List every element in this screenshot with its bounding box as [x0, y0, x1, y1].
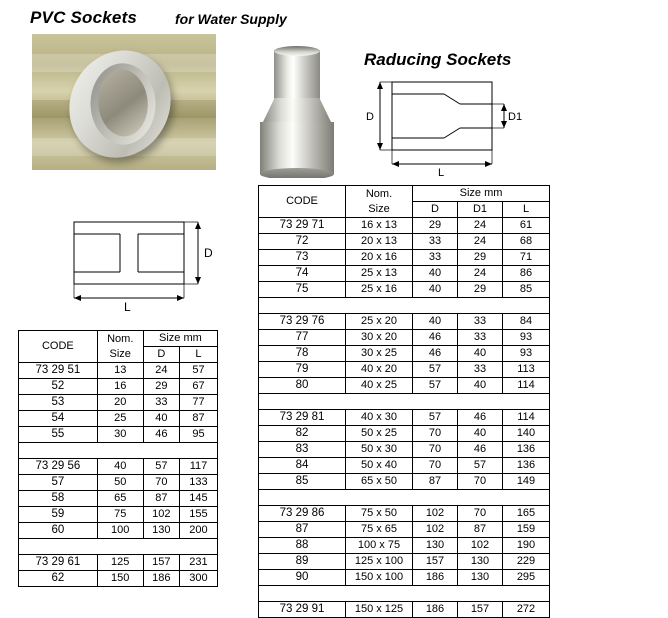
- cell-code: 73 29 86: [259, 506, 346, 522]
- cell-code: 88: [259, 538, 346, 554]
- cell-d: 29: [143, 379, 179, 395]
- cell-d1: 29: [458, 282, 503, 298]
- cell-d1: 33: [458, 314, 503, 330]
- reducing-socket-top-rim: [274, 46, 320, 56]
- cell-d: 70: [143, 475, 179, 491]
- pvc-sockets-table: [18, 330, 218, 587]
- cell-nom: 100 x 75: [346, 538, 413, 554]
- cell-nom: 75: [97, 507, 143, 523]
- header-nominal-size: [97, 331, 143, 363]
- dimension-label-l: L: [124, 300, 131, 312]
- table-group-separator: [19, 443, 218, 459]
- dimension-label-d: D: [366, 111, 374, 123]
- cell-d: 102: [413, 522, 458, 538]
- cell-l: 61: [503, 218, 550, 234]
- cell-nom: 75 x 50: [346, 506, 413, 522]
- cell-code: 87: [259, 522, 346, 538]
- table-row: [259, 538, 550, 554]
- cell-d1: 87: [458, 522, 503, 538]
- cell-nom: 30 x 25: [346, 346, 413, 362]
- table-row: [19, 379, 218, 395]
- cell-d1: 24: [458, 234, 503, 250]
- table-row: [19, 507, 218, 523]
- cell-code: 55: [19, 427, 98, 443]
- cell-d1: 29: [458, 250, 503, 266]
- cell-d: 46: [143, 427, 179, 443]
- table-row: [19, 427, 218, 443]
- cell-d: 186: [413, 602, 458, 618]
- cell-code: 84: [259, 458, 346, 474]
- cell-code: 59: [19, 507, 98, 523]
- table-row: [259, 362, 550, 378]
- cell-d: 40: [143, 411, 179, 427]
- cell-d: 40: [413, 266, 458, 282]
- cell-d: 24: [143, 363, 179, 379]
- cell-code: 73 29 81: [259, 410, 346, 426]
- table-row: [259, 442, 550, 458]
- page-subtitle: for Water Supply: [175, 11, 287, 27]
- table-row: [259, 522, 550, 538]
- cell-nom: 50 x 30: [346, 442, 413, 458]
- table-row: [259, 474, 550, 490]
- header-code: CODE: [259, 186, 346, 218]
- header-nominal-size-line2: Size: [368, 202, 390, 215]
- cell-l: 136: [503, 442, 550, 458]
- cell-d1: 46: [458, 442, 503, 458]
- cell-code: 73: [259, 250, 346, 266]
- cell-nom: 40 x 25: [346, 378, 413, 394]
- cell-nom: 50 x 40: [346, 458, 413, 474]
- table-row: [19, 411, 218, 427]
- cell-d1: 40: [458, 378, 503, 394]
- cell-nom: 20 x 16: [346, 250, 413, 266]
- table-group-separator-cell: [19, 539, 218, 555]
- header-d: D: [143, 347, 179, 363]
- cell-l: 84: [503, 314, 550, 330]
- cell-d: 57: [413, 410, 458, 426]
- cell-l: 86: [503, 266, 550, 282]
- cell-l: 200: [179, 523, 217, 539]
- cell-l: 113: [503, 362, 550, 378]
- cell-d: 102: [143, 507, 179, 523]
- table-row: [259, 266, 550, 282]
- cell-code: 73 29 71: [259, 218, 346, 234]
- cell-d1: 130: [458, 570, 503, 586]
- cell-d: 70: [413, 458, 458, 474]
- table-row: [259, 570, 550, 586]
- cell-code: 57: [19, 475, 98, 491]
- cell-l: 190: [503, 538, 550, 554]
- table-row: [19, 555, 218, 571]
- cell-l: 300: [179, 571, 217, 587]
- table-group-separator-cell: [259, 298, 550, 314]
- cell-code: 58: [19, 491, 98, 507]
- cell-code: 54: [19, 411, 98, 427]
- cell-nom: 100: [97, 523, 143, 539]
- cell-d: 29: [413, 218, 458, 234]
- table-row: [259, 506, 550, 522]
- header-d: D: [413, 202, 458, 218]
- cell-d: 33: [413, 234, 458, 250]
- cell-l: 57: [179, 363, 217, 379]
- cell-code: 83: [259, 442, 346, 458]
- cell-nom: 150: [97, 571, 143, 587]
- table-row: [19, 491, 218, 507]
- cell-l: 87: [179, 411, 217, 427]
- table-group-separator-cell: [19, 443, 218, 459]
- header-code: CODE: [19, 331, 98, 363]
- cell-nom: 16: [97, 379, 143, 395]
- table-group-separator-cell: [259, 490, 550, 506]
- header-l: L: [179, 347, 217, 363]
- cell-d1: 33: [458, 330, 503, 346]
- cell-d: 87: [143, 491, 179, 507]
- cell-l: 67: [179, 379, 217, 395]
- table-row: [259, 314, 550, 330]
- cell-nom: 125 x 100: [346, 554, 413, 570]
- cell-d1: 46: [458, 410, 503, 426]
- cell-d: 186: [143, 571, 179, 587]
- cell-l: 155: [179, 507, 217, 523]
- table-row: [19, 475, 218, 491]
- cell-l: 85: [503, 282, 550, 298]
- cell-l: 159: [503, 522, 550, 538]
- cell-d1: 57: [458, 458, 503, 474]
- cell-d: 46: [413, 346, 458, 362]
- table-row: [259, 250, 550, 266]
- cell-nom: 150 x 125: [346, 602, 413, 618]
- cell-code: 53: [19, 395, 98, 411]
- cell-d: 157: [413, 554, 458, 570]
- table-group-separator: [259, 586, 550, 602]
- cell-d1: 24: [458, 218, 503, 234]
- cell-nom: 13: [97, 363, 143, 379]
- cell-nom: 65: [97, 491, 143, 507]
- cell-code: 73 29 91: [259, 602, 346, 618]
- cell-code: 74: [259, 266, 346, 282]
- cell-d: 33: [413, 250, 458, 266]
- cell-d: 130: [143, 523, 179, 539]
- cell-code: 85: [259, 474, 346, 490]
- cell-nom: 30 x 20: [346, 330, 413, 346]
- cell-code: 90: [259, 570, 346, 586]
- cell-code: 73 29 61: [19, 555, 98, 571]
- cell-d1: 102: [458, 538, 503, 554]
- table-row: [259, 458, 550, 474]
- cell-l: 117: [179, 459, 217, 475]
- cell-d1: 70: [458, 474, 503, 490]
- reducing-sockets-table: [258, 185, 550, 618]
- cell-l: 140: [503, 426, 550, 442]
- cell-nom: 125: [97, 555, 143, 571]
- reducing-socket-body: [252, 42, 342, 174]
- section-title-reducing-sockets: Raducing Sockets: [364, 50, 512, 69]
- reducing-socket-drawing: [364, 72, 534, 177]
- table-row: [259, 234, 550, 250]
- header-d1: D1: [458, 202, 503, 218]
- cell-l: 149: [503, 474, 550, 490]
- cell-l: 93: [503, 346, 550, 362]
- cell-code: 52: [19, 379, 98, 395]
- header-nominal-size-line1: Nom.: [107, 332, 134, 345]
- table-row: [259, 426, 550, 442]
- dimension-label-d: D: [204, 246, 213, 260]
- table-row: [259, 602, 550, 618]
- cell-code: 73 29 56: [19, 459, 98, 475]
- reducing-socket-photo: [238, 38, 356, 178]
- cell-l: 114: [503, 378, 550, 394]
- dimension-label-l: L: [438, 167, 445, 177]
- table-group-separator: [259, 394, 550, 410]
- cell-d1: 40: [458, 346, 503, 362]
- cell-nom: 65 x 50: [346, 474, 413, 490]
- cell-d1: 33: [458, 362, 503, 378]
- header-size-mm: Size mm: [413, 186, 550, 202]
- cell-code: 60: [19, 523, 98, 539]
- table-row: [259, 554, 550, 570]
- cell-code: 75: [259, 282, 346, 298]
- table-header-row: [19, 331, 218, 347]
- cell-l: 295: [503, 570, 550, 586]
- cell-code: 77: [259, 330, 346, 346]
- cell-nom: 50 x 25: [346, 426, 413, 442]
- table-row: [19, 571, 218, 587]
- cell-l: 71: [503, 250, 550, 266]
- table-row: [259, 218, 550, 234]
- table-group-separator-cell: [259, 394, 550, 410]
- cell-l: 93: [503, 330, 550, 346]
- cell-nom: 40 x 30: [346, 410, 413, 426]
- cell-d1: 40: [458, 426, 503, 442]
- cell-nom: 40: [97, 459, 143, 475]
- cell-nom: 30: [97, 427, 143, 443]
- table-row: [259, 410, 550, 426]
- table-header-row: [259, 186, 550, 202]
- cell-l: 229: [503, 554, 550, 570]
- cell-code: 79: [259, 362, 346, 378]
- dimension-label-d1: D1: [508, 111, 523, 123]
- page-title: PVC Sockets: [30, 8, 138, 27]
- cell-code: 72: [259, 234, 346, 250]
- header-nominal-size-line1: Nom.: [365, 187, 393, 200]
- cell-d: 102: [413, 506, 458, 522]
- cell-d: 130: [413, 538, 458, 554]
- reducing-socket-large-end: [260, 122, 334, 174]
- cell-l: 145: [179, 491, 217, 507]
- cell-code: 73 29 76: [259, 314, 346, 330]
- reducing-socket-small-end: [274, 50, 320, 100]
- cell-d: 40: [413, 314, 458, 330]
- cell-code: 80: [259, 378, 346, 394]
- cell-d1: 24: [458, 266, 503, 282]
- cell-l: 272: [503, 602, 550, 618]
- cell-nom: 25 x 16: [346, 282, 413, 298]
- cell-l: 136: [503, 458, 550, 474]
- cell-d: 33: [143, 395, 179, 411]
- cell-code: 73 29 51: [19, 363, 98, 379]
- table-row: [19, 395, 218, 411]
- cell-nom: 50: [97, 475, 143, 491]
- cell-d: 57: [413, 362, 458, 378]
- cell-l: 95: [179, 427, 217, 443]
- cell-nom: 75 x 65: [346, 522, 413, 538]
- cell-d1: 70: [458, 506, 503, 522]
- table-group-separator: [19, 539, 218, 555]
- cell-nom: 20: [97, 395, 143, 411]
- cell-nom: 25 x 13: [346, 266, 413, 282]
- table-row: [259, 346, 550, 362]
- cell-nom: 16 x 13: [346, 218, 413, 234]
- cell-d: 70: [413, 442, 458, 458]
- cell-nom: 40 x 20: [346, 362, 413, 378]
- cell-d: 40: [413, 282, 458, 298]
- cell-l: 68: [503, 234, 550, 250]
- pvc-socket-drawing: [58, 212, 228, 312]
- cell-l: 133: [179, 475, 217, 491]
- header-size-mm: Size mm: [143, 331, 217, 347]
- cell-d: 157: [143, 555, 179, 571]
- cell-d: 186: [413, 570, 458, 586]
- table-row: [259, 330, 550, 346]
- header-l: L: [503, 202, 550, 218]
- table-row: [19, 363, 218, 379]
- cell-code: 78: [259, 346, 346, 362]
- cell-d: 57: [413, 378, 458, 394]
- cell-l: 165: [503, 506, 550, 522]
- cell-l: 231: [179, 555, 217, 571]
- table-row: [19, 523, 218, 539]
- cell-l: 77: [179, 395, 217, 411]
- table-row: [19, 459, 218, 475]
- header-nominal-size: [346, 186, 413, 218]
- table-row: [259, 378, 550, 394]
- table-group-separator: [259, 298, 550, 314]
- cell-code: 62: [19, 571, 98, 587]
- cell-d1: 157: [458, 602, 503, 618]
- cell-code: 89: [259, 554, 346, 570]
- table-row: [259, 282, 550, 298]
- cell-nom: 25: [97, 411, 143, 427]
- reducing-socket-taper: [262, 98, 332, 124]
- cell-nom: 150 x 100: [346, 570, 413, 586]
- cell-nom: 25 x 20: [346, 314, 413, 330]
- cell-l: 114: [503, 410, 550, 426]
- cell-nom: 20 x 13: [346, 234, 413, 250]
- table-group-separator: [259, 490, 550, 506]
- table-group-separator-cell: [259, 586, 550, 602]
- pvc-socket-photo: [32, 34, 216, 170]
- header-nominal-size-line2: Size: [109, 347, 131, 360]
- cell-d1: 130: [458, 554, 503, 570]
- cell-d: 57: [143, 459, 179, 475]
- cell-code: 82: [259, 426, 346, 442]
- cell-d: 87: [413, 474, 458, 490]
- reducing-socket-bottom-rim: [260, 168, 334, 178]
- cell-d: 70: [413, 426, 458, 442]
- cell-d: 46: [413, 330, 458, 346]
